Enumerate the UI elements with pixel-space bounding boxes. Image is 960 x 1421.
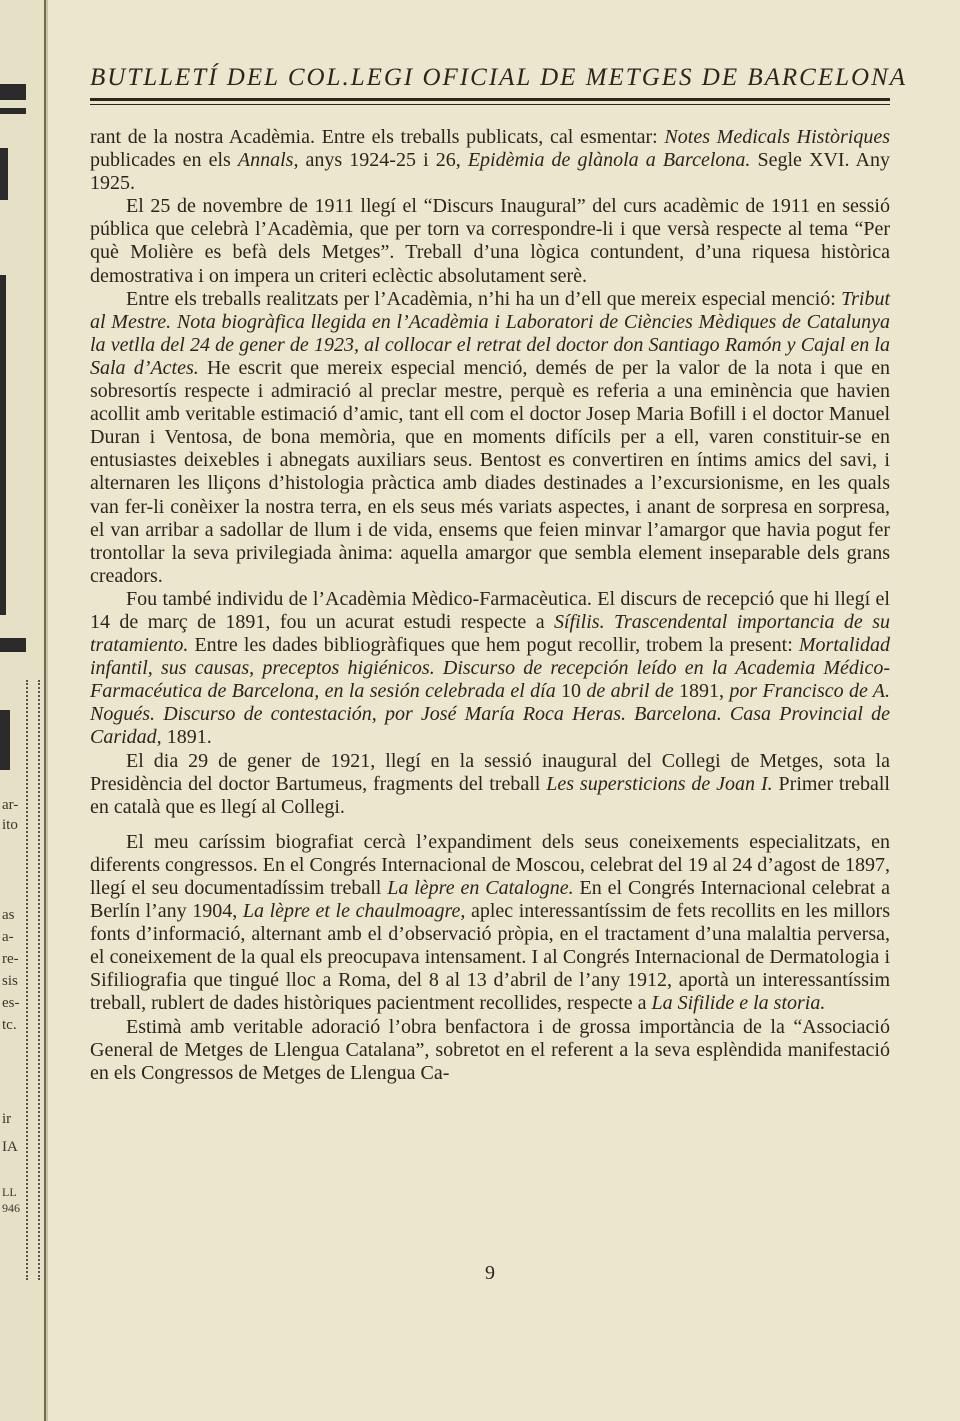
- facing-page-rule: [0, 108, 26, 114]
- facing-page-rule: [0, 638, 26, 652]
- italic-title: de abril de: [586, 680, 674, 703]
- italic-title: Notes Medicals Històriques: [664, 126, 890, 148]
- facing-page-rule: [0, 148, 8, 200]
- paragraph: [90, 195, 890, 287]
- italic-title: Epidèmia de glànola a Barcelona.: [467, 149, 751, 172]
- facing-page-fragment: re-: [2, 951, 19, 967]
- text-run: Entre les dades bibliogràfiques que hem pogut recollir, trobem la present:: [188, 634, 799, 657]
- text-run: 1891.: [161, 726, 212, 749]
- facing-page-fragment: IA: [2, 1139, 18, 1155]
- text-run: Segle XVI. Any 1925.: [90, 149, 890, 195]
- facing-page-ornament-border: [26, 680, 40, 1280]
- page-number: 9: [485, 1262, 495, 1284]
- facing-page-fragment: 946: [2, 1201, 20, 1215]
- text-run: aplec interessantíssim de fets recollits en les millors fonts d’informació, alternant amb el d’observació pròpia, en el tractament d’una malaltia perversa, el coneixement de la qual els preocupava intensament. I al Congrés Internacional de Dermatologia i Sifiliografia que tingué lloc a Roma, del 8 al 13 d’abril de l’any 1912, aportà un interessantíssim treball, rublert de dades històriques pacientment recollides, respecte a: [90, 900, 890, 1015]
- facing-page-rule: [0, 275, 6, 615]
- facing-page-fragment: LL: [2, 1185, 17, 1199]
- text-run: Fou també individu de l’Acadèmia Mèdico-Farmacèutica. El discurs de recepció que hi llegí el 14 de març de 1891, fou un acurat estudi respecte a: [90, 587, 890, 633]
- italic-title: por Francisco de A. Nogués. Discurso de contestación, por José María Roca Heras. Barcelona. Casa Provincial de Caridad,: [90, 680, 891, 749]
- paragraph: [90, 1016, 890, 1085]
- facing-page-rule: [0, 84, 26, 100]
- running-head: BUTLLETÍ DEL COL.LEGI OFICIAL DE METGES DE BARCELONA: [90, 64, 908, 91]
- text-run: rant de la nostra Acadèmia. Entre els treballs publicats, cal esmentar:: [90, 126, 665, 148]
- italic-title: Mortalidad infantil, sus causas, preceptos higiénicos. Discurso de recepción leído en la Academia Médico-Farmacéutica de Barcelona, en la sesión celebrada el día: [90, 634, 890, 703]
- paragraph: [90, 288, 890, 588]
- text-run: Entre els treballs realitzats per l’Acadèmia, n’hi ha un d’ell que mereix especial menció:: [126, 287, 842, 310]
- paragraph: [90, 750, 890, 819]
- header-rule-thick: [90, 98, 890, 101]
- paragraph: [90, 126, 890, 195]
- facing-page-fragment: tc.: [2, 1017, 17, 1033]
- text-run: El dia 29 de gener de 1921, llegí en la sessió inaugural del Collegi de Metges, sota la Presidència del doctor Bartumeus, fragments del treball: [90, 749, 890, 795]
- text-run: El meu caríssim biografiat cercà l’expandiment dels seus coneixements especialitzats, en diferents congressos. En el Congrés Internacional de Moscou, celebrat del 19 al 24 d’agost de 1897, llegí el seu documentadíssim treball: [90, 830, 890, 899]
- facing-page-fragment: ar-: [2, 797, 19, 813]
- facing-page-fragment: a-: [2, 929, 14, 945]
- paragraph: [90, 588, 890, 750]
- facing-page-edge: [0, 0, 46, 1421]
- text-run: anys 1924-25 i 26,: [298, 149, 468, 172]
- book-page: [48, 0, 960, 1421]
- italic-title: Les supersticions de Joan I.: [546, 772, 773, 795]
- italic-title: La lèpre et le chaulmoagre,: [242, 900, 466, 923]
- italic-title: La Sifilide e la storia.: [651, 992, 826, 1015]
- text-run: He escrit que mereix especial menció, demés de per la valor de la nota i que en sobresortís respecte i admiració al preclar mestre, perquè es referia a una eminència que havien acollit amb veritable estimació d’amic, tant ell com el doctor Josep Maria Bofill i el doctor Manuel Duran i Ventosa, de bona memòria, que en moments difícils per a ell, varen constituir-se en entusiastes deixebles i abnegats auxiliars seus. Bentost es convertiren en íntims amics del savi, i alternaren les lliçons d’histologia pràctica amb diades destinades a l’excursionisme, en les quals van fer-li conèixer la nostra terra, en els seus més variats aspectes, i anant de sorpresa en sorpresa, el van arribar a sadollar de llum i de vida, ensems que feien minvar l’amargor que havia pogut fer trontollar la seva privilegiada ànima: aquella amargor que sembla element inseparable dels grans creadors.: [90, 356, 890, 587]
- header-rule-thin: [90, 104, 890, 105]
- facing-page-fragment: ir: [2, 1111, 12, 1127]
- paragraph: [90, 831, 890, 1016]
- article-body: [90, 126, 890, 1085]
- text-run: 1891,: [673, 680, 730, 703]
- facing-page-rule: [0, 710, 10, 770]
- italic-title: La lèpre en Catalogne.: [387, 877, 574, 899]
- italic-title: Annals,: [237, 149, 299, 172]
- text-run: Primer treball en català que es llegí al Collegi.: [90, 772, 890, 818]
- text-run: El 25 de novembre de 1911 llegí el “Discurs Inaugural” del curs acadèmic de 1911 en sessió pública que celebrà l’Acadèmia, que per torn va correspondre-li i que versà respecte al tema “Per què Molière es befà dels Metges”. Treball d’una lògica contundent, d’una riquesa històrica demostrativa i on impera un criteri eclèctic absolutament serè.: [90, 195, 890, 287]
- facing-page-fragment: as: [2, 907, 15, 923]
- italic-title: Tribut al Mestre. Nota biogràfica llegida en l’Acadèmia i Laboratori de Ciències Mèdiques de Catalunya la vetlla del 24 de gener de 1923, al collocar el retrat del doctor don Santiago Ramón y Cajal en la Sala d’Actes.: [90, 287, 890, 379]
- facing-page-fragment: ito: [2, 817, 18, 833]
- facing-page-fragment: es-: [2, 995, 20, 1011]
- text-run: En el Congrés Internacional celebrat a Berlín l’any 1904,: [90, 877, 890, 923]
- italic-title: Sífilis. Trascendental importancia de su tratamiento.: [90, 610, 891, 657]
- text-run: 10: [555, 680, 587, 703]
- text-run: publicades en els: [90, 149, 238, 172]
- text-run: Estimà amb veritable adoració l’obra benfactora i de grossa importància de la “Associació General de Metges de Llengua Catalana”, sobretot en el referent a la seva esplèndida manifestació en els Congressos de Metges de Llengua Ca-: [90, 1015, 890, 1084]
- facing-page-fragment: sis: [2, 973, 18, 989]
